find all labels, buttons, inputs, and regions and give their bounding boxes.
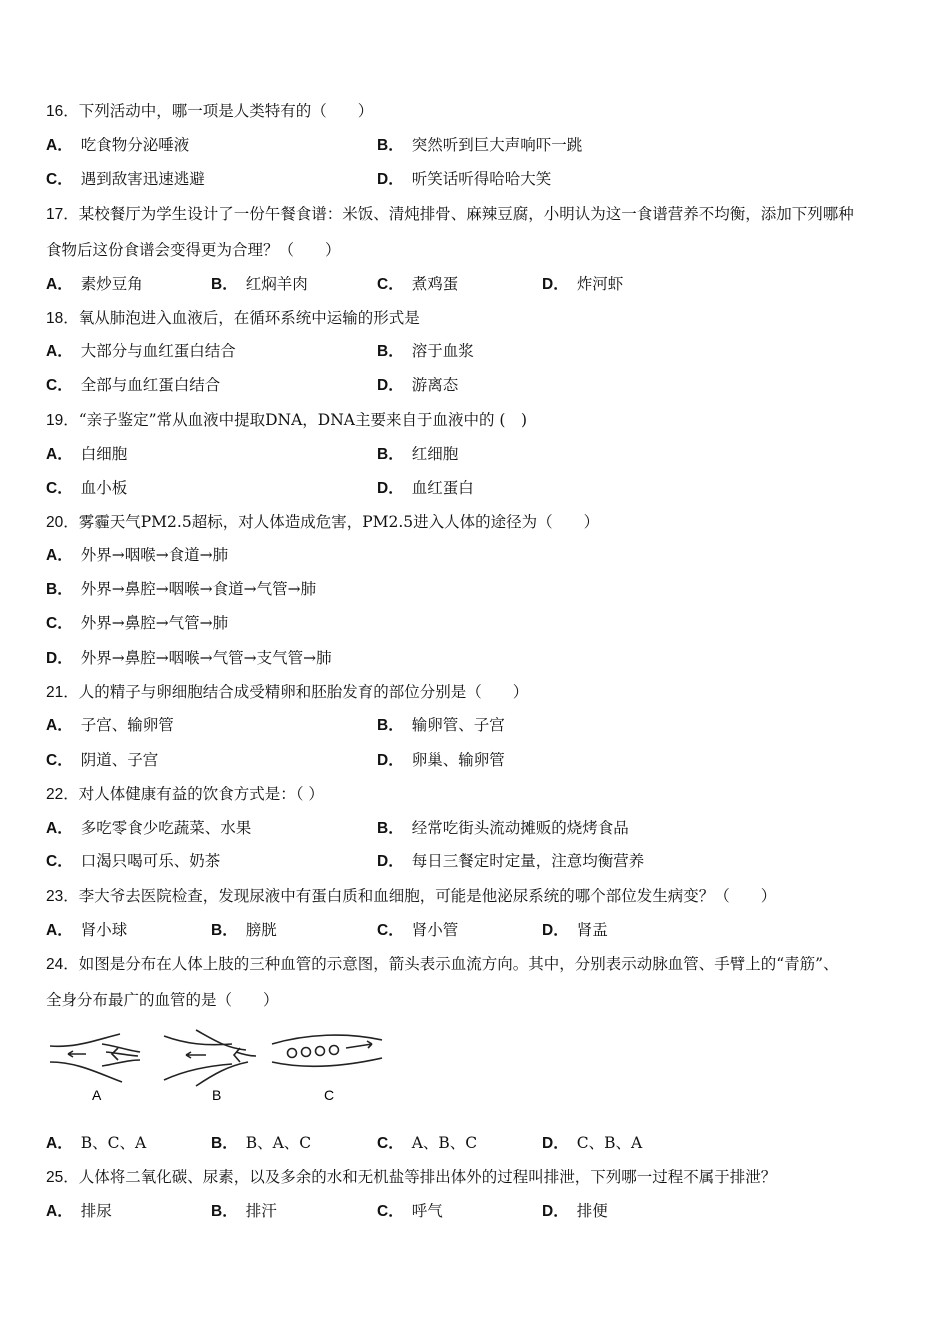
vessel-c (272, 1035, 382, 1066)
blood-vessel-diagram (46, 1022, 386, 1112)
figure-label-a: A (92, 1087, 102, 1103)
q19-option-a[interactable]: A． 白细胞 (46, 445, 128, 463)
q17-option-c[interactable]: C． 煮鸡蛋 (377, 275, 459, 293)
question-23-stem: 23．李大爷去医院检查，发现尿液中有蛋白质和血细胞，可能是他泌尿系统的哪个部位发生病变？（ ） (46, 887, 777, 905)
blood-vessel-figure (46, 1022, 386, 1112)
vessel-b (164, 1030, 256, 1086)
blood-cell-2 (302, 1048, 311, 1057)
q17-option-b[interactable]: B． 红焖羊肉 (211, 275, 308, 293)
question-16-stem: 16．下列活动中，哪一项是人类特有的（ ） (46, 102, 374, 120)
q19-option-b[interactable]: B． 红细胞 (377, 445, 459, 463)
q24-option-b[interactable]: B． B、A、C (211, 1134, 312, 1152)
question-21-stem: 21．人的精子与卵细胞结合成受精卵和胚胎发育的部位分别是（ ） (46, 683, 529, 701)
q16-option-c[interactable]: C． 遇到敌害迅速逃避 (46, 170, 205, 188)
q18-option-b[interactable]: B． 溶于血浆 (377, 342, 474, 360)
q23-option-d[interactable]: D． 肾盂 (542, 921, 608, 939)
q23-option-c[interactable]: C． 肾小管 (377, 921, 459, 939)
q23-option-a[interactable]: A． 肾小球 (46, 921, 128, 939)
q16-option-d[interactable]: D． 听笑话听得哈哈大笑 (377, 170, 552, 188)
q16-option-a[interactable]: A． 吃食物分泌唾液 (46, 136, 190, 154)
question-18-stem: 18．氧从肺泡进入血液后，在循环系统中运输的形式是 (46, 309, 420, 327)
q25-option-c[interactable]: C． 呼气 (377, 1202, 443, 1220)
blood-cell-3 (316, 1047, 325, 1056)
q21-option-b[interactable]: B． 输卵管、子宫 (377, 716, 505, 734)
q20-option-a[interactable]: A． 外界→咽喉→食道→肺 (46, 546, 229, 564)
q18-option-d[interactable]: D． 游离态 (377, 376, 459, 394)
q21-option-c[interactable]: C． 阴道、子宫 (46, 751, 159, 769)
q20-option-b[interactable]: B． 外界→鼻腔→咽喉→食道→气管→肺 (46, 580, 317, 598)
q17-option-d[interactable]: D． 炸河虾 (542, 275, 624, 293)
q16-option-b[interactable]: B． 突然听到巨大声响吓一跳 (377, 136, 583, 154)
q19-option-c[interactable]: C． 血小板 (46, 479, 128, 497)
q18-option-c[interactable]: C． 全部与血红蛋白结合 (46, 376, 221, 394)
q22-option-d[interactable]: D． 每日三餐定时定量，注意均衡营养 (377, 852, 645, 870)
question-25-stem: 25．人体将二氧化碳、尿素，以及多余的水和无机盐等排出体外的过程叫排泄，下列哪一过程不属于排泄？ (46, 1168, 777, 1186)
question-22-stem: 22．对人体健康有益的饮食方式是：（ ） (46, 785, 324, 803)
blood-cell-1 (288, 1049, 297, 1058)
q22-option-a[interactable]: A． 多吃零食少吃蔬菜、水果 (46, 819, 252, 837)
q21-option-a[interactable]: A． 子宫、输卵管 (46, 716, 174, 734)
q18-option-a[interactable]: A． 大部分与血红蛋白结合 (46, 342, 236, 360)
question-24-stem: 24．如图是分布在人体上肢的三种血管的示意图，箭头表示血流方向。其中，分别表示动脉血管、手臂上的“青筋”、 (46, 955, 839, 973)
q25-option-a[interactable]: A． 排尿 (46, 1202, 112, 1220)
q24-option-c[interactable]: C． A、B、C (377, 1134, 478, 1152)
q25-option-d[interactable]: D． 排便 (542, 1202, 608, 1220)
figure-label-b: B (212, 1087, 222, 1103)
q19-option-d[interactable]: D． 血红蛋白 (377, 479, 474, 497)
q17-option-a[interactable]: A． 素炒豆角 (46, 275, 143, 293)
q24-option-d[interactable]: D． C、B、A (542, 1134, 643, 1152)
q22-option-c[interactable]: C． 口渴只喝可乐、奶茶 (46, 852, 221, 870)
q21-option-d[interactable]: D． 卵巢、输卵管 (377, 751, 505, 769)
q20-option-c[interactable]: C． 外界→鼻腔→气管→肺 (46, 614, 229, 632)
blood-cell-4 (330, 1046, 339, 1055)
question-24-stem-cont: 全身分布最广的血管的是（ ） (46, 991, 279, 1009)
q24-option-a[interactable]: A． B、C、A (46, 1134, 147, 1152)
question-20-stem: 20．雾霾天气PM2.5超标，对人体造成危害，PM2.5进入人体的途径为（ ） (46, 513, 600, 531)
q25-option-b[interactable]: B． 排汗 (211, 1202, 277, 1220)
figure-label-c: C (324, 1087, 335, 1103)
q22-option-b[interactable]: B． 经常吃街头流动摊贩的烧烤食品 (377, 819, 629, 837)
question-17-stem-cont: 食物后这份食谱会变得更为合理？（ ） (46, 241, 341, 259)
question-19-stem: 19．“亲子鉴定”常从血液中提取DNA，DNA主要来自于血液中的 ( ) (46, 411, 527, 429)
q23-option-b[interactable]: B． 膀胱 (211, 921, 277, 939)
q20-option-d[interactable]: D． 外界→鼻腔→咽喉→气管→支气管→肺 (46, 649, 332, 667)
vessel-a (50, 1034, 140, 1082)
question-17-stem: 17．某校餐厅为学生设计了一份午餐食谱：米饭、清炖排骨、麻辣豆腐，小明认为这一食谱营养不均衡，添加下列哪种 (46, 205, 854, 223)
